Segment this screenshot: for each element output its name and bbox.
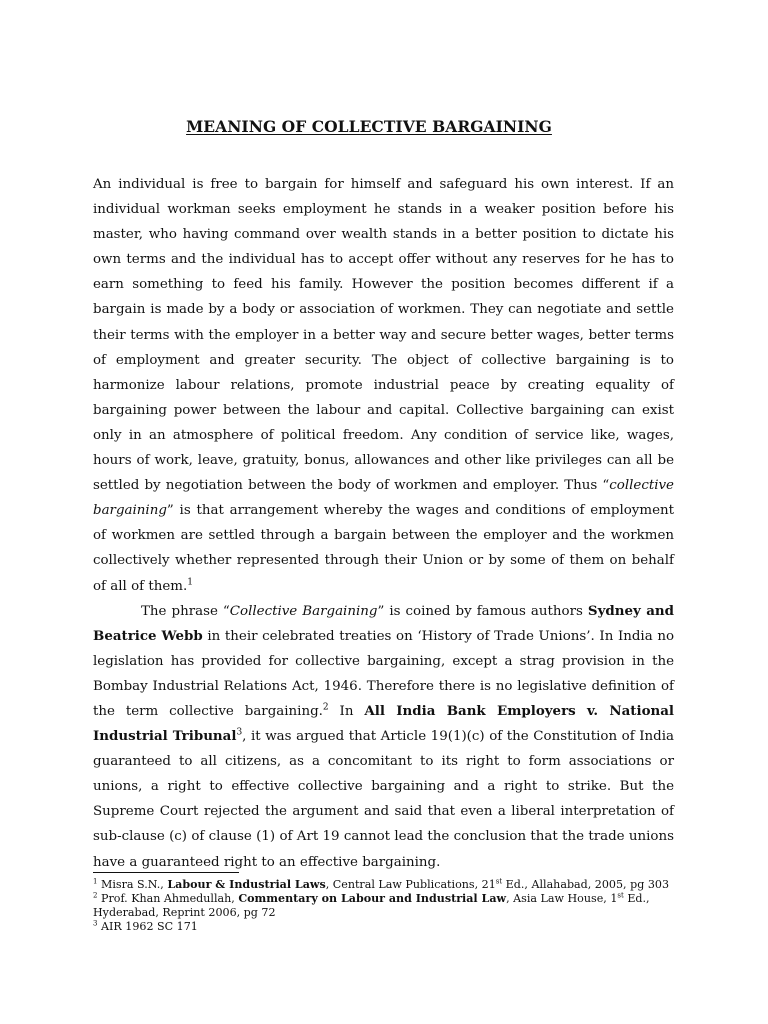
- paragraph-1-text-b: ” is that arrangement whereby the wages and conditions of employment of workmen are settled through a bargain between the employer and the workmen collectively whether represented through their Union or by some of them on behalf of all of them.: [93, 503, 674, 594]
- paragraph-1-text-a: An individual is free to bargain for himself and safeguard his own interest. If an individual workman seeks employment he stands in a weaker position before his master, who having command over wealth stands in a better position to dictate his own terms and the individual has to accept offer without any reserves for he has to earn something to feed his family. However the position becomes different if a bargain is made by a body or association of workmen. They can negotiate and settle their terms with the employer in a better way and secure better wages, better terms of employment and greater security. The object of collective bargaining is to harmonize labour relations, promote industrial peace by creating equality of bargaining power between the labour and capital. Collective bargaining can exist only in an atmosphere of political freedom. Any condition of service like, wages, hours of work, leave, gratuity, bonus, allowances and other like privileges can all be settled by negotiation between the body of workmen and employer. Thus “: [93, 177, 674, 494]
- footnote-separator: [93, 872, 239, 873]
- body-text: [93, 172, 674, 875]
- footnote-3: [93, 920, 674, 934]
- paragraph-2-text-a: The phrase “: [141, 603, 230, 619]
- footnote-2-number: 2: [93, 891, 98, 900]
- paragraph-2: [93, 599, 674, 875]
- paragraph-2-case-name: All India Bank Employers v. National Industrial Tribunal: [93, 702, 675, 745]
- footnote-1: [93, 878, 674, 892]
- footnote-2-ordinal: st: [617, 891, 624, 900]
- footnote-2-text-c: Ed., Hyderabad, Reprint 2006, pg 72: [93, 892, 650, 919]
- footnote-3-number: 3: [93, 919, 98, 928]
- paragraph-2-text-d: In: [328, 703, 365, 719]
- footnote-2-text-b: , Asia Law House, 1: [506, 892, 618, 905]
- footnote-2-text-a: Prof. Khan Ahmedullah,: [97, 892, 239, 905]
- footnote-ref-3[interactable]: 3: [236, 727, 243, 738]
- paragraph-2-authors: Sydney and Beatrice Webb: [93, 602, 674, 644]
- paragraph-2-text-b: ” is coined by famous authors: [377, 603, 588, 619]
- footnote-1-text-a: Misra S.N.,: [97, 878, 168, 891]
- footnote-1-text-b: , Central Law Publications, 21: [325, 878, 496, 891]
- footnote-1-ordinal: st: [495, 877, 503, 886]
- footnote-1-book-title: Labour & Industrial Laws: [167, 878, 326, 891]
- paragraph-2-text-c: in their celebrated treaties on ‘History of Trade Unions’. In India no legislation has provided for collective bargaining, except a strag provision in the Bombay Industrial Relations Act, 1946. Therefore there is no legislative definition of the term collective bargaining.: [93, 628, 675, 719]
- footnotes: [93, 878, 674, 934]
- footnote-2-book-title: Commentary on Labour and Industrial Law: [238, 892, 507, 905]
- paragraph-2-text-e: , it was argued that Article 19(1)(c) of the Constitution of India guaranteed to all citizens, as a concomitant to its right to form associations or unions, a right to effective collective bargaining and a right to strike. But the Supreme Court rejected the argument and said that even a liberal interpretation of sub-clause (c) of clause (1) of Art 19 cannot lead the conclusion that the trade unions have a guaranteed right to an effective bargaining.: [93, 729, 674, 870]
- footnote-1-number: 1: [93, 877, 98, 886]
- page-title: MEANING OF COLLECTIVE BARGAINING: [186, 117, 552, 136]
- footnote-2: [93, 892, 674, 920]
- footnote-1-text-c: Ed., Allahabad, 2005, pg 303: [502, 878, 670, 891]
- footnote-ref-2[interactable]: 2: [322, 702, 329, 713]
- paragraph-1-italic-term: collective bargaining: [93, 478, 674, 519]
- footnote-ref-1[interactable]: 1: [187, 577, 193, 588]
- paragraph-2-italic-term: Collective Bargaining: [229, 603, 378, 619]
- footnote-3-text: AIR 1962 SC 171: [97, 920, 198, 933]
- paragraph-1: [93, 172, 674, 599]
